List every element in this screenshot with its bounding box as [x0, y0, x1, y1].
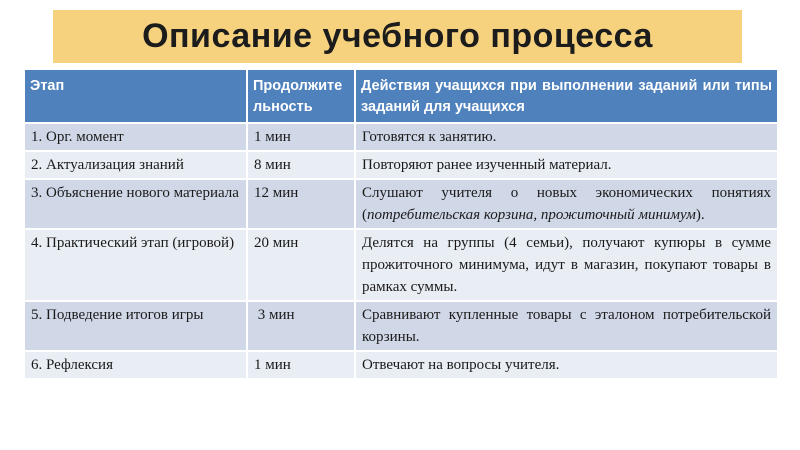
- table-header-row: [25, 70, 777, 123]
- cell-action: Делятся на группы (4 семьи), получают купюры в сумме прожиточного минимума, идут в магазин, покупают товары в рамках суммы.: [355, 229, 777, 301]
- table-row: [25, 229, 777, 301]
- page-title: Описание учебного процесса: [142, 17, 653, 55]
- cell-stage: 5. Подведение итогов игры: [25, 301, 247, 351]
- table-row: [25, 351, 777, 378]
- cell-action: [355, 179, 777, 229]
- table-row: [25, 123, 777, 151]
- cell-action-italic: потребительская корзина, прожиточный минимум: [367, 207, 696, 223]
- cell-action: Отвечают на вопросы учителя.: [355, 351, 777, 378]
- cell-stage: 2. Актуализация знаний: [25, 151, 247, 179]
- cell-action-text: Слушают учителя о новых экономических понятиях (: [362, 185, 771, 223]
- cell-duration: 20 мин: [247, 229, 355, 301]
- cell-action: Сравнивают купленные товары с эталоном потребительской корзины.: [355, 301, 777, 351]
- cell-stage: 6. Рефлексия: [25, 351, 247, 378]
- cell-action-end: ).: [695, 207, 705, 223]
- cell-stage: 4. Практический этап (игровой): [25, 229, 247, 301]
- cell-duration: 1 мин: [247, 351, 355, 378]
- lesson-process-table: [25, 70, 777, 378]
- cell-duration: 8 мин: [247, 151, 355, 179]
- cell-duration: 3 мин: [247, 301, 355, 351]
- table-row: [25, 179, 777, 229]
- cell-stage: 1. Орг. момент: [25, 123, 247, 151]
- cell-duration: 1 мин: [247, 123, 355, 151]
- header-duration: [247, 70, 355, 123]
- cell-action: Повторяют ранее изученный материал.: [355, 151, 777, 179]
- title-banner: [53, 10, 742, 63]
- cell-duration: 12 мин: [247, 179, 355, 229]
- table-row: [25, 151, 777, 179]
- cell-stage: 3. Объяснение нового материала: [25, 179, 247, 229]
- cell-action: Готовятся к занятию.: [355, 123, 777, 151]
- header-actions: Действия учащихся при выполнении заданий или типы заданий для учащихся: [355, 70, 777, 123]
- header-stage: Этап: [25, 70, 247, 123]
- table-row: [25, 301, 777, 351]
- header-duration-text: Продолжительность: [253, 78, 343, 115]
